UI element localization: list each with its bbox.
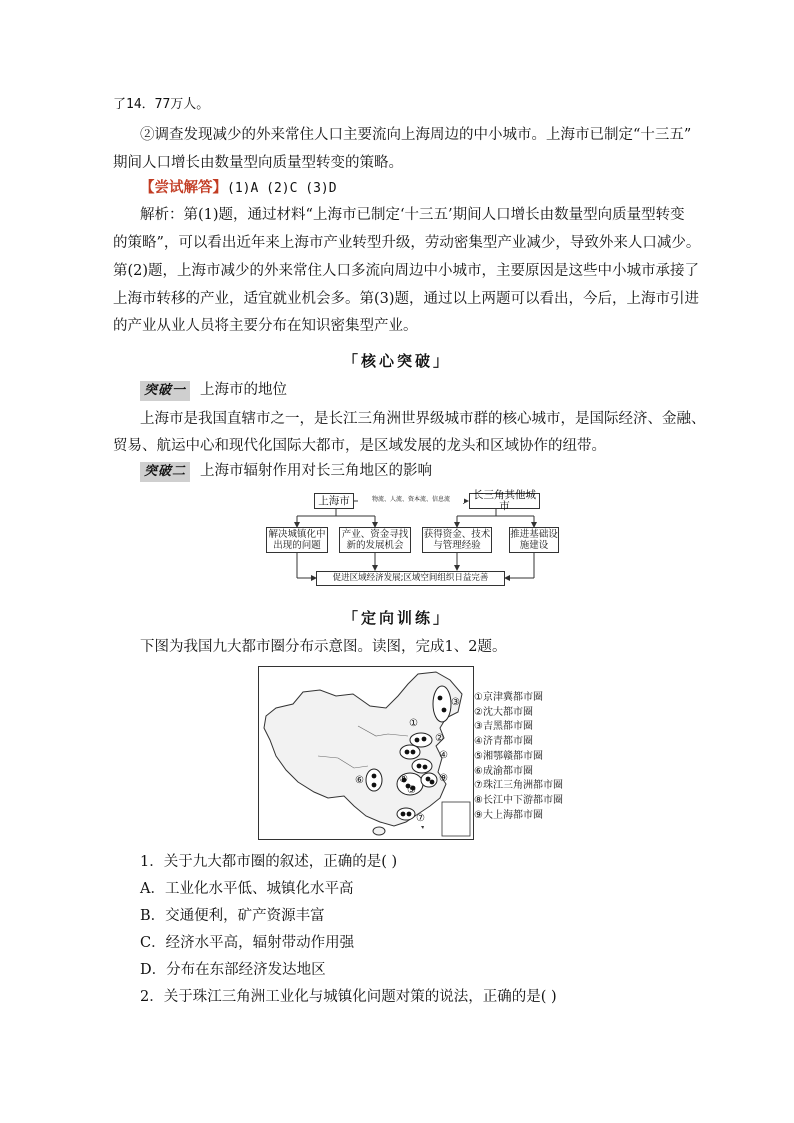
break2-title: 上海市辐射作用对长三角地区的影响 [200,463,433,479]
map-label-8: ⑧ [399,774,408,785]
analysis-line-5: 的产业从业人员将主要分布在知识密集型产业。 [113,318,418,334]
map-legend [474,691,563,823]
intro-line-1: 了14．77万人。 [113,97,210,112]
legend-item: ⑤湘鄂赣都市圈 [474,750,543,762]
map-label-4: ④ [439,750,448,761]
legend-item: ⑦珠江三角洲都市圈 [474,780,563,792]
flow-yrd-cities-box: 长三角其他城市 [469,493,540,509]
question-1-option-b: B．交通便利，矿产资源丰富 [140,908,325,924]
legend-item: ⑧长江中下游都市圈 [474,794,563,806]
flow-arrow-label: 物流、人流、资本流、信息流 [358,494,464,503]
question-1-stem: 1．关于九大都市圈的叙述，正确的是( ) [140,854,398,870]
china-map-figure [258,666,474,840]
intro-line-3: 期间人口增长由数量型向质量型转变的策略。 [113,155,403,171]
analysis-line-1: 解析：第(1)题，通过材料“上海市已制定‘十三五’期间人口增长由数量型向质量型转变 [140,207,685,223]
question-1-option-d: D．分布在东部经济发达地区 [140,962,326,978]
break1-line-2: 贸易、航运中心和现代化国际大都市，是区域发展的龙头和区域协作的纽带。 [113,438,606,454]
legend-item: ③吉黑都市圈 [474,721,533,733]
flow-box-infrastructure: 推进基础设施建设 [510,529,558,551]
question-1-option-c: C．经济水平高，辐射带动作用强 [140,935,355,951]
legend-item: ⑨大上海都市圈 [474,809,543,821]
answer-label: 【尝试解答】 [140,179,227,196]
map-label-3: ③ [451,697,460,708]
flow-shanghai-box: 上海市 [314,493,354,509]
legend-item: ④济青都市圈 [474,736,533,748]
break1-line-1: 上海市是我国直辖市之一，是长江三角洲世界级城市群的核心城市，是国际经济、金融、 [140,411,706,427]
analysis-line-4: 上海市转移的产业，适宜就业机会多。第(3)题，通过以上两题可以看出，今后，上海市引进 [113,291,700,307]
map-label-2: ② [435,733,444,744]
intro-line-2: ②调查发现减少的外来常住人口主要流向上海周边的中小城市。上海市已制定“十三五” [140,127,692,143]
break1-badge: 突破一 [140,381,190,401]
analysis-line-2: 的策略”，可以看出近年来上海市产业转型升级，劳动密集型产业减少，导致外来人口减少。 [113,235,701,251]
break1-title: 上海市的地位 [200,382,288,398]
map-label-5: ⑤ [407,785,416,796]
break2-badge: 突破二 [140,462,190,482]
answer-text: (1)A (2)C (3)D [227,181,337,196]
question-1-option-a: A．工业化水平低、城镇化水平高 [140,881,354,897]
analysis-line-3: 第(2)题，上海市减少的外来常住人口多流向周边中小城市，主要原因是这些中小城市承接了 [113,263,700,279]
exercise-intro: 下图为我国九大都市圈分布示意图。读图，完成1、2题。 [140,639,507,655]
map-label-6: ⑥ [355,775,364,786]
legend-item: ②沈大都市圈 [474,706,533,718]
question-2-stem: 2．关于珠江三角洲工业化与城镇化问题对策的说法，正确的是( ) [140,989,557,1005]
map-label-1: ① [409,718,418,729]
legend-item: ①京津冀都市圈 [474,692,543,703]
flow-box-urban-problems: 解决城镇化中出现的问题 [266,527,328,553]
map-label-9: ⑨ [439,773,448,784]
legend-item: ⑥成渝都市圈 [474,765,533,777]
flow-box-capital-tech: 获得资金、技术与管理经验 [423,529,491,551]
section-title-training: 「定向训练」 [342,609,451,627]
section-title-core: 「核心突破」 [342,352,451,370]
flow-box-result: 促进区域经济发展;区域空间组织日益完善 [316,571,505,586]
map-label-7: ⑦ [416,813,425,824]
flow-box-new-opportunities: 产业、资金寻找新的发展机会 [339,527,411,553]
